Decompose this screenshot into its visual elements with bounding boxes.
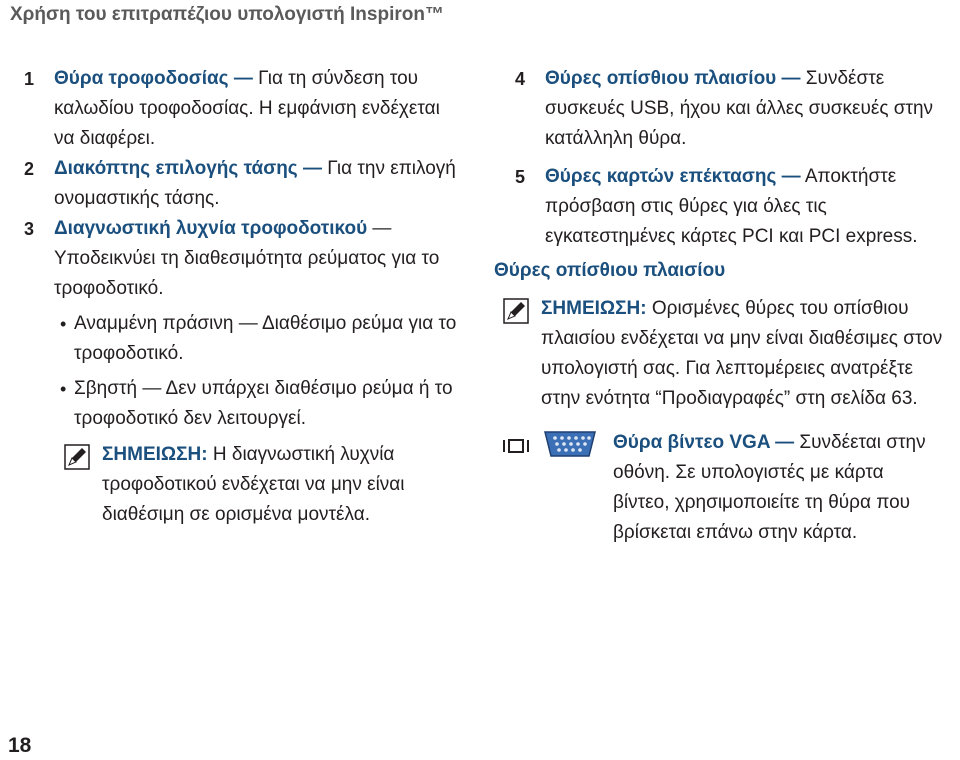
- item-number: 5: [515, 167, 526, 187]
- note-label: ΣΗΜΕΙΩΣΗ:: [541, 298, 647, 319]
- item-body: Για την επιλογή ονομαστικής τάσης.: [54, 158, 456, 209]
- vga-text: [613, 428, 945, 548]
- note-power-light: [64, 440, 460, 530]
- vga-symbol-icon: [503, 428, 543, 458]
- note-pencil-icon: [503, 294, 541, 329]
- note-pencil-icon: [64, 440, 102, 475]
- vga-port-item: [503, 428, 945, 548]
- note-text: [541, 294, 945, 414]
- note-label: ΣΗΜΕΙΩΣΗ:: [102, 444, 208, 465]
- bullet-item: • Σβηστή — Δεν υπάρχει διαθέσιμο ρεύμα ή το τροφοδοτικό δεν λειτουργεί.: [74, 374, 460, 434]
- item-title: Θύρα τροφοδοσίας —: [54, 68, 253, 89]
- note-body: Η διαγνωστική λυχνία τροφοδοτικού ενδέχεται να μην είναι διαθέσιμη σε ορισμένα μοντέλα.: [102, 444, 405, 525]
- item-body: Για τη σύνδεση του καλωδίου τροφοδοσίας. Η εμφάνιση ενδέχεται να διαφέρει.: [54, 68, 440, 149]
- list-item-2: [24, 154, 460, 214]
- list-item-3: [24, 214, 460, 304]
- item-title: Διακόπτης επιλογής τάσης —: [54, 158, 322, 179]
- list-item-5: [515, 162, 945, 252]
- right-column: [494, 64, 945, 548]
- note-body: Ορισμένες θύρες του οπίσθιου πλαισίου ενδέχεται να μην είναι διαθέσιμες στον υπολογιστή σας. Για λεπτομέρειες ανατρέξτε στην ενότητα “Προδιαγραφές” στη σελίδα 63.: [541, 298, 943, 409]
- item-number: 2: [24, 159, 35, 179]
- item-text: [54, 154, 460, 214]
- item-number: 1: [24, 69, 35, 89]
- note-back-panel: [503, 294, 945, 414]
- item-body: Συνδέστε συσκευές USB, ήχου και άλλες συσκευές στην κατάλληλη θύρα.: [545, 68, 934, 149]
- item-title: Θύρες οπίσθιου πλαισίου —: [545, 68, 801, 89]
- item-number: 4: [515, 69, 526, 89]
- vga-body: Συνδέεται στην οθόνη. Σε υπολογιστές με κάρτα βίντεο, χρησιμοποιείτε τη θύρα που βρίσκεται επάνω στην κάρτα.: [613, 432, 926, 543]
- note-text: [102, 440, 460, 530]
- item-title: Διαγνωστική λυχνία τροφοδοτικού: [54, 218, 368, 239]
- page-header: Χρήση του επιτραπέζιου υπολογιστή Inspiron™: [10, 4, 444, 25]
- item-text: [54, 64, 460, 154]
- page-number: 18: [8, 734, 32, 757]
- item-text: [545, 64, 945, 154]
- bullet-item: • Αναμμένη πράσινη — Διαθέσιμο ρεύμα για το τροφοδοτικό.: [74, 309, 460, 369]
- status-bullet-list: [24, 309, 460, 434]
- section-heading: Θύρες οπίσθιου πλαισίου: [494, 260, 726, 281]
- item-text: [545, 162, 945, 252]
- item-number: 3: [24, 219, 35, 239]
- vga-title: Θύρα βίντεο VGA —: [613, 432, 795, 453]
- vga-connector-icon: [543, 428, 601, 463]
- list-item-4: [515, 64, 945, 154]
- left-column: [24, 64, 460, 530]
- item-text: [54, 214, 460, 304]
- item-body: Αποκτήστε πρόσβαση στις θύρες για όλες τις εγκατεστημένες κάρτες PCI και PCI express.: [545, 166, 918, 247]
- item-body: — Υποδεικνύει τη διαθεσιμότητα ρεύματος για το τροφοδοτικό.: [54, 218, 440, 299]
- list-item-1: [24, 64, 460, 154]
- item-title: Θύρες καρτών επέκτασης —: [545, 166, 801, 187]
